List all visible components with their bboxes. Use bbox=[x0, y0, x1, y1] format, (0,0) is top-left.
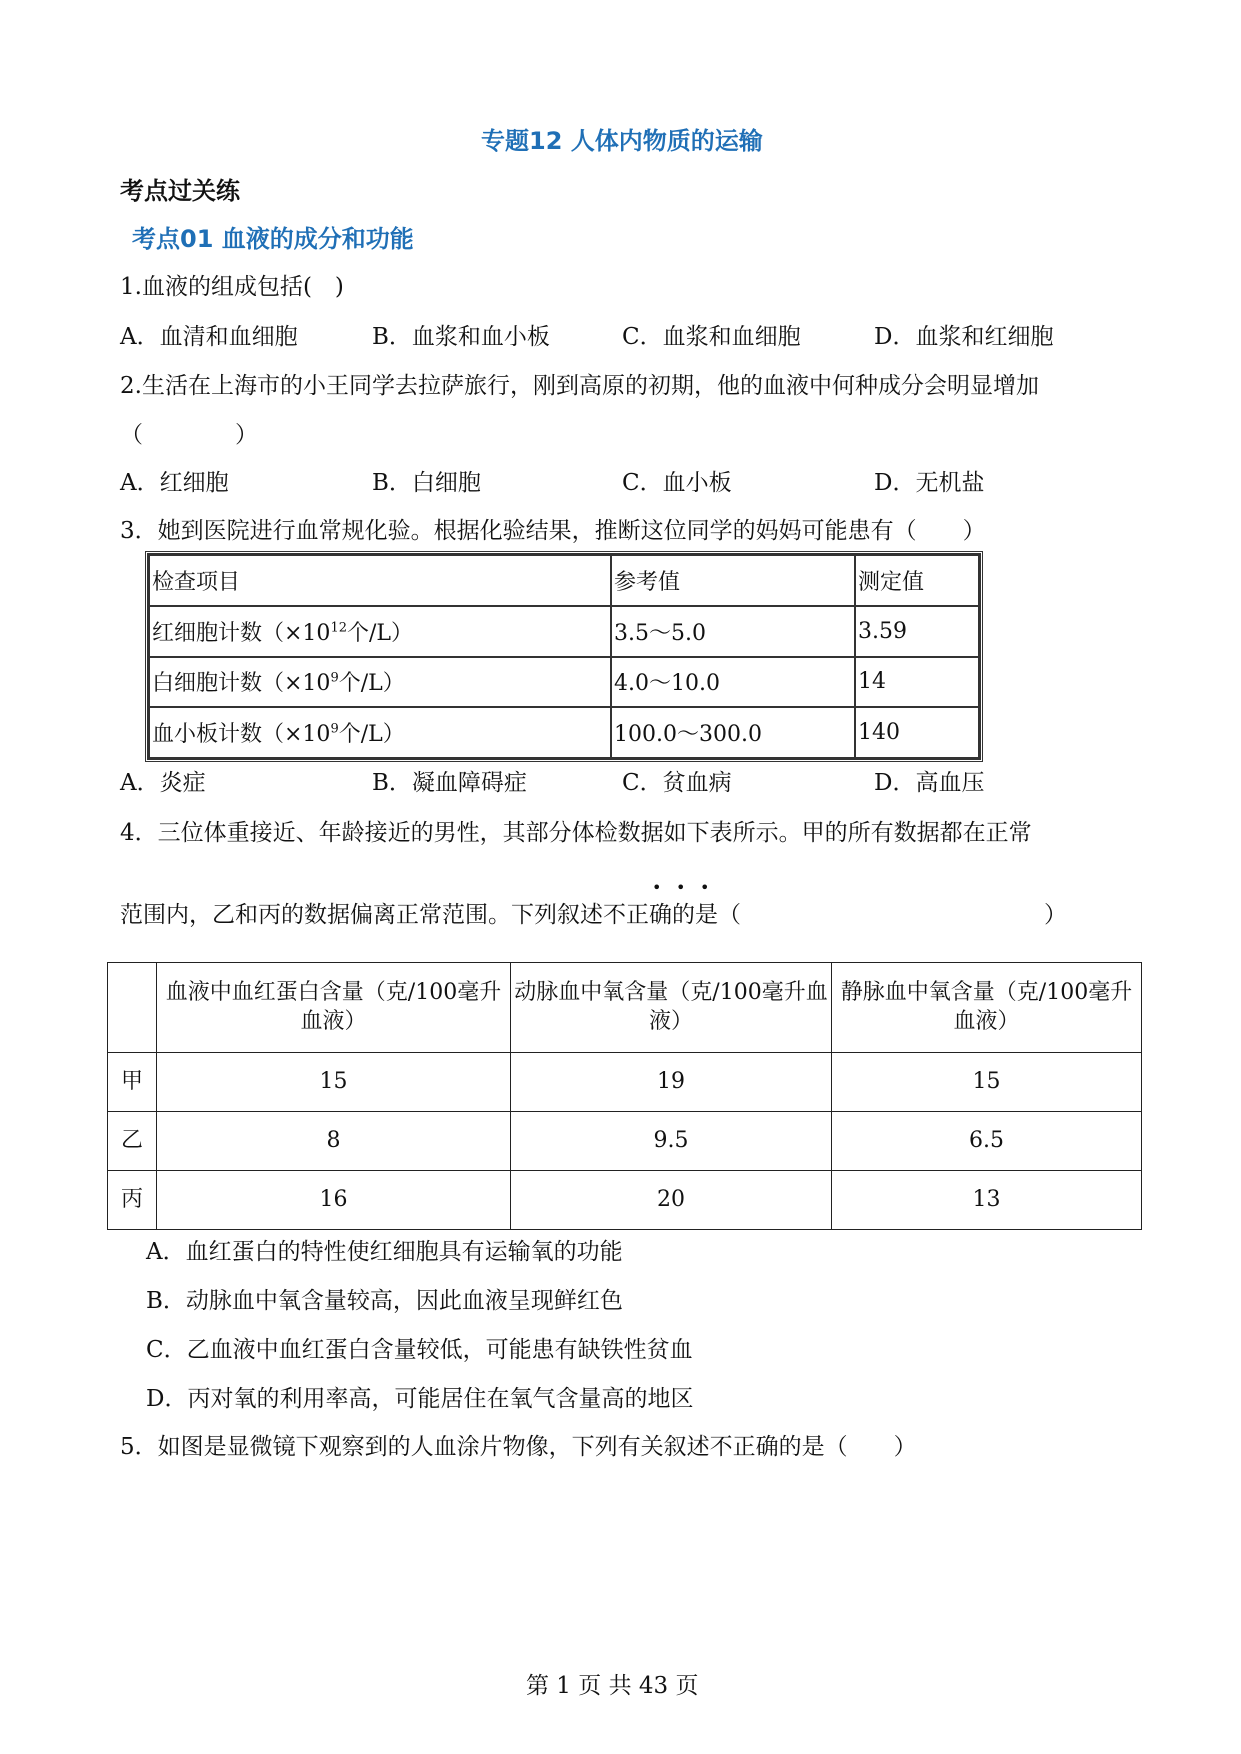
table-header-hemoglobin: 血液中血红蛋白含量（克/100毫升血液） bbox=[157, 963, 511, 1053]
table-cell-reference: 4.0～10.0 bbox=[611, 657, 855, 708]
question-3-stem: 3．她到医院进行血常规化验。根据化验结果，推断这位同学的妈妈可能患有（ ） bbox=[120, 518, 986, 544]
page-title: 专题12 人体内物质的运输 bbox=[481, 127, 763, 155]
table-cell-reference: 3.5～5.0 bbox=[611, 606, 855, 657]
table-cell-measured: 140 bbox=[855, 707, 979, 758]
section-heading: 考点过关练 bbox=[120, 177, 240, 205]
q4-option-b: B．动脉血中氧含量较高，因此血液呈现鲜红色 bbox=[146, 1288, 623, 1314]
question-1-stem: 1.血液的组成包括( ) bbox=[120, 274, 344, 300]
question-2-stem: 2.生活在上海市的小王同学去拉萨旅行，刚到高原的初期，他的血液中何种成分会明显增加 bbox=[120, 373, 1039, 399]
q3-option-d: D．高血压 bbox=[874, 770, 985, 796]
table-cell-item: 红细胞计数（$\times 10^{12}$个/L） bbox=[149, 606, 611, 657]
blood-test-table bbox=[145, 551, 983, 762]
subsection-heading: 考点01 血液的成分和功能 bbox=[132, 225, 414, 253]
table-cell: 9.5 bbox=[511, 1112, 832, 1171]
table-header-blank bbox=[108, 963, 157, 1053]
question-4-close-paren: ） bbox=[1044, 902, 1067, 928]
q2-option-a: A．红细胞 bbox=[120, 470, 229, 496]
table-cell: 15 bbox=[832, 1053, 1142, 1112]
table-cell: 16 bbox=[157, 1171, 511, 1230]
q4-option-d: D．丙对氧的利用率高，可能居住在氧气含量高的地区 bbox=[146, 1386, 694, 1412]
emphasis-dot: • bbox=[700, 878, 710, 897]
q2-option-b: B．白细胞 bbox=[372, 470, 481, 496]
q4-option-c: C．乙血液中血红蛋白含量较低，可能患有缺铁性贫血 bbox=[146, 1337, 693, 1363]
table-cell: 20 bbox=[511, 1171, 832, 1230]
q1-option-d: D．血浆和红细胞 bbox=[874, 324, 1054, 350]
question-4-stem-line2: 范围内，乙和丙的数据偏离正常范围。下列叙述不正确的是（ bbox=[120, 902, 741, 928]
question-4-stem-line1: 4．三位体重接近、年龄接近的男性，其部分体检数据如下表所示。甲的所有数据都在正常 bbox=[120, 820, 1032, 846]
q4-option-a: A．血红蛋白的特性使红细胞具有运输氧的功能 bbox=[146, 1239, 623, 1265]
table-header-measured: 测定值 bbox=[855, 555, 979, 606]
table-cell-person: 丙 bbox=[108, 1171, 157, 1230]
table-cell-person: 乙 bbox=[108, 1112, 157, 1171]
table-header-venous-oxygen: 静脉血中氧含量（克/100毫升血液） bbox=[832, 963, 1142, 1053]
table-header-arterial-oxygen: 动脉血中氧含量（克/100毫升血液） bbox=[511, 963, 832, 1053]
page-footer: 第 1 页 共 43 页 bbox=[526, 1673, 699, 1699]
q3-option-c: C．贫血病 bbox=[622, 770, 732, 796]
table-cell-person: 甲 bbox=[108, 1053, 157, 1112]
table-row bbox=[108, 1112, 1142, 1171]
table-row bbox=[108, 1053, 1142, 1112]
q3-option-a: A．炎症 bbox=[120, 770, 206, 796]
table-cell: 19 bbox=[511, 1053, 832, 1112]
health-data-table bbox=[107, 962, 1142, 1230]
q1-option-c: C．血浆和血细胞 bbox=[622, 324, 801, 350]
question-5-stem: 5．如图是显微镜下观察到的人血涂片物像，下列有关叙述不正确的是（ ） bbox=[120, 1434, 917, 1460]
table-row bbox=[149, 606, 979, 657]
table-cell: 15 bbox=[157, 1053, 511, 1112]
table-cell-item: 血小板计数（$\times 10^9$个/L） bbox=[149, 707, 611, 758]
q2-option-c: C．血小板 bbox=[622, 470, 732, 496]
table-header-item: 检查项目 bbox=[149, 555, 611, 606]
question-2-blank: （ ） bbox=[120, 422, 258, 448]
q2-option-d: D．无机盐 bbox=[874, 470, 985, 496]
table-row bbox=[149, 657, 979, 708]
table-cell: 8 bbox=[157, 1112, 511, 1171]
emphasis-dot: • bbox=[676, 878, 686, 897]
q3-option-b: B．凝血障碍症 bbox=[372, 770, 527, 796]
table-cell-measured: 3.59 bbox=[855, 606, 979, 657]
emphasis-text: 不正确 bbox=[603, 902, 672, 928]
q1-option-b: B．血浆和血小板 bbox=[372, 324, 550, 350]
table-cell: 6.5 bbox=[832, 1112, 1142, 1171]
q1-option-a: A．血清和血细胞 bbox=[120, 324, 298, 350]
table-row bbox=[108, 1171, 1142, 1230]
table-header-reference: 参考值 bbox=[611, 555, 855, 606]
table-cell: 13 bbox=[832, 1171, 1142, 1230]
table-cell-reference: 100.0～300.0 bbox=[611, 707, 855, 758]
emphasis-dot: • bbox=[652, 878, 662, 897]
table-row bbox=[149, 707, 979, 758]
table-cell-measured: 14 bbox=[855, 657, 979, 708]
table-cell-item: 白细胞计数（$\times 10^9$个/L） bbox=[149, 657, 611, 708]
